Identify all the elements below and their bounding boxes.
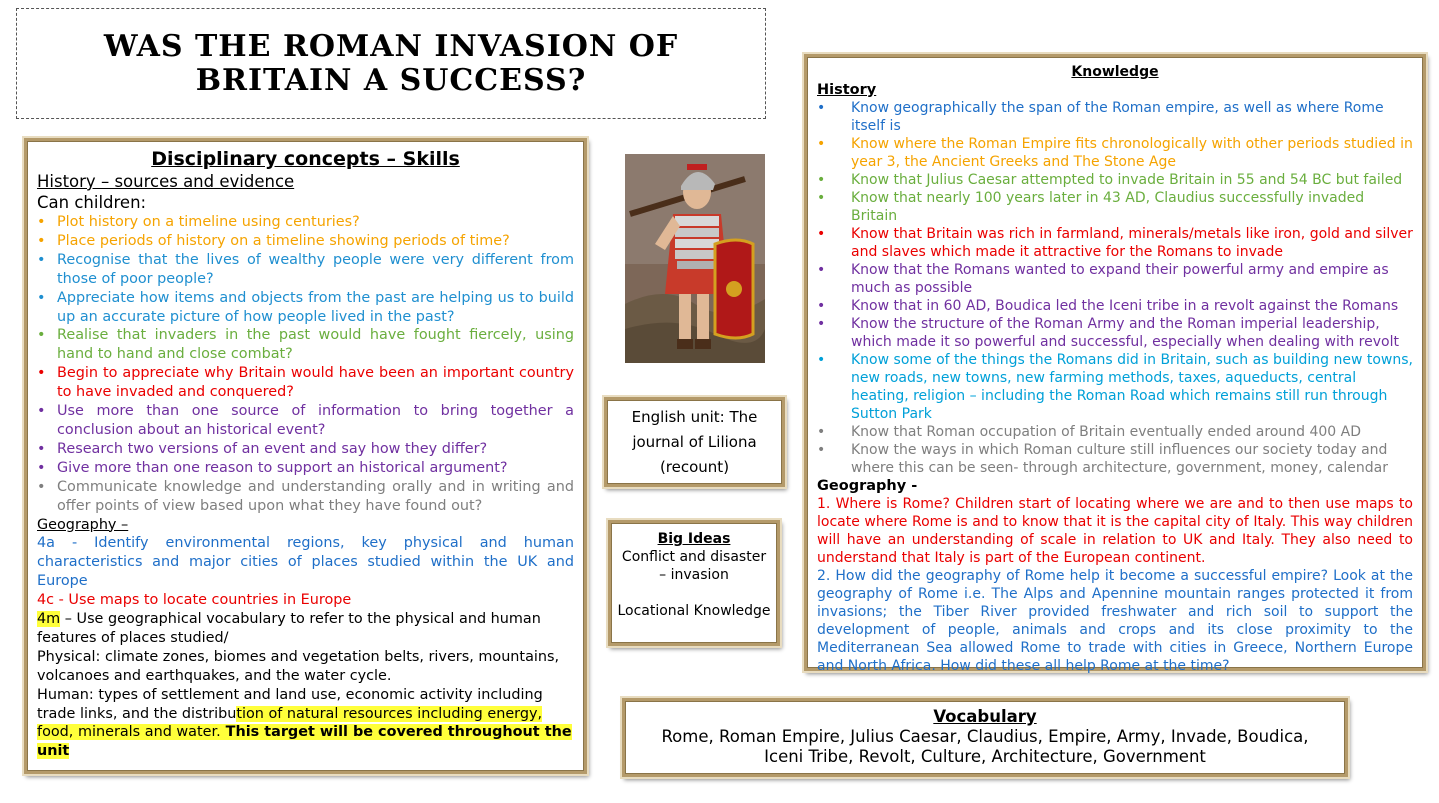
title-line-2: BRITAIN A SUCCESS?	[195, 62, 587, 98]
knowledge-item: • Know that nearly 100 years later in 43 AD, Claudius successfully invaded Britain	[817, 189, 1413, 225]
knowledge-history-heading: History	[817, 82, 877, 98]
knowledge-item: • Know geographically the span of the Roman empire, as well as where Rome itself is	[817, 99, 1413, 135]
skill-item: • Place periods of history on a timeline showing periods of time?	[37, 232, 574, 251]
skills-history-heading: History – sources and evidence	[37, 172, 295, 191]
roman-soldier-image	[625, 154, 765, 363]
big-ideas-line-3: Locational Knowledge	[617, 603, 771, 619]
big-ideas-line-2: – invasion	[659, 567, 729, 583]
can-children-label: Can children:	[37, 193, 147, 212]
knowledge-item: • Know the ways in which Roman culture still influences our society today and where this can be seen- through architecture, government, money, calendar	[817, 441, 1413, 477]
knowledge-panel	[804, 54, 1426, 674]
skill-item: • Recognise that the lives of wealthy people were very different from those of poor people?	[37, 251, 574, 289]
geo-4m-code: 4m	[37, 611, 61, 628]
english-line-2: journal of Liliona	[632, 432, 757, 451]
geo-human-b: tion of natural resources including energy, food, minerals and water.	[37, 705, 543, 741]
vocabulary-words: Rome, Roman Empire, Julius Caesar, Claudius, Empire, Army, Invade, Boudica, Iceni Tribe, Revolt, Culture, Architecture, Government	[661, 727, 1309, 766]
big-ideas-title: Big Ideas	[657, 531, 731, 547]
knowledge-item: • Know where the Roman Empire fits chronologically with other periods studied in year 3, the Ancient Greeks and The Stone Age	[817, 135, 1413, 171]
big-ideas-box	[608, 520, 780, 646]
english-line-1: English unit: The	[631, 407, 758, 426]
skills-heading: Disciplinary concepts – Skills	[151, 148, 460, 170]
knowledge-item: • Know that Julius Caesar attempted to invade Britain in 55 and 54 BC but failed	[817, 171, 1413, 189]
skill-item: • Plot history on a timeline using centuries?	[37, 213, 574, 232]
knowledge-item: • Know the structure of the Roman Army and the Roman imperial leadership, which made it so powerful and successful, especially when dealing with revolt	[817, 315, 1413, 351]
knowledge-geo-1: 1. Where is Rome? Children start of locating where we are and to then use maps to locate where Rome is and to know that it is the capital city of Italy. This way children will have an understanding of scale in relation to UK and Italy. They also need to understand that Italy is part of the European continent.	[817, 496, 1413, 566]
geo-4m	[37, 610, 574, 648]
skill-item: • Give more than one reason to support an historical argument?	[37, 459, 574, 478]
skill-item: • Communicate knowledge and understanding orally and in writing and offer points of view based upon what they have found out?	[37, 478, 574, 516]
knowledge-item: • Know some of the things the Romans did in Britain, such as building new towns, new roads, new towns, new farming methods, taxes, aqueducts, central heating, religion – including the Roman Road which remains still run through Sutton Park	[817, 351, 1413, 423]
geo-4a: 4a - Identify environmental regions, key physical and human characteristics and major cities of places studied within the UK and Europe	[37, 535, 574, 590]
geo-human	[37, 686, 574, 762]
roman-soldier-illustration	[625, 154, 765, 363]
knowledge-geography-heading: Geography -	[817, 478, 918, 494]
english-unit-box	[604, 397, 785, 487]
skill-item: • Appreciate how items and objects from the past are helping us to build up an accurate picture of how people lived in the past?	[37, 289, 574, 327]
knowledge-item: • Know that Britain was rich in farmland, minerals/metals like iron, gold and silver and slaves which made it attractive for the Romans to invade	[817, 225, 1413, 261]
skills-list	[37, 213, 574, 516]
geo-4c: 4c - Use maps to locate countries in Europe	[37, 592, 352, 609]
skill-item: • Research two versions of an event and say how they differ?	[37, 440, 574, 459]
geo-4m-text: – Use geographical vocabulary to refer to the physical and human features of places studied/	[37, 611, 541, 646]
knowledge-list	[817, 99, 1413, 477]
knowledge-heading: Knowledge	[1071, 64, 1159, 80]
knowledge-item: • Know that the Romans wanted to expand their powerful army and empire as much as possible	[817, 261, 1413, 297]
vocabulary-title: Vocabulary	[933, 707, 1037, 726]
knowledge-geo-2: 2. How did the geography of Rome help it become a successful empire? Look at the geography of Rome i.e. The Alps and Apennine mountain ranges protected it from invasions; the Tiber River provided freshwater and rich soil to support the development of people, animals and crops and its close proximity to the Mediterranean Sea allowed Rome to trade with cities in Greece, Northern Europe and North Africa. How did these all help Rome at the time?	[817, 568, 1413, 674]
knowledge-item: • Know that in 60 AD, Boudica led the Iceni tribe in a revolt against the Romans	[817, 297, 1413, 315]
big-ideas-line-1: Conflict and disaster	[621, 549, 767, 565]
skill-item: • Use more than one source of information to bring together a conclusion about an historical event?	[37, 402, 574, 440]
skill-item: • Realise that invaders in the past would have fought fiercely, using hand to hand and close combat?	[37, 326, 574, 364]
title-line-1: WAS THE ROMAN INVASION OF	[103, 28, 679, 64]
skills-geography-heading: Geography –	[37, 516, 129, 533]
target-highlight: This target will be covered throughout the unit	[37, 724, 572, 760]
page-title	[16, 8, 766, 119]
english-line-3: (recount)	[659, 457, 730, 476]
skills-panel	[24, 138, 587, 774]
geo-physical: Physical: climate zones, biomes and vegetation belts, rivers, mountains, volcanoes and earthquakes, and the water cycle.	[37, 648, 560, 684]
knowledge-item: • Know that Roman occupation of Britain eventually ended around 400 AD	[817, 423, 1413, 441]
skill-item: • Begin to appreciate why Britain would have been an important country to have invaded and conquered?	[37, 364, 574, 402]
geo-human-a: Human: types of settlement and land use, economic activity including trade links, and the distribu	[37, 686, 543, 722]
vocabulary-box	[622, 698, 1348, 777]
